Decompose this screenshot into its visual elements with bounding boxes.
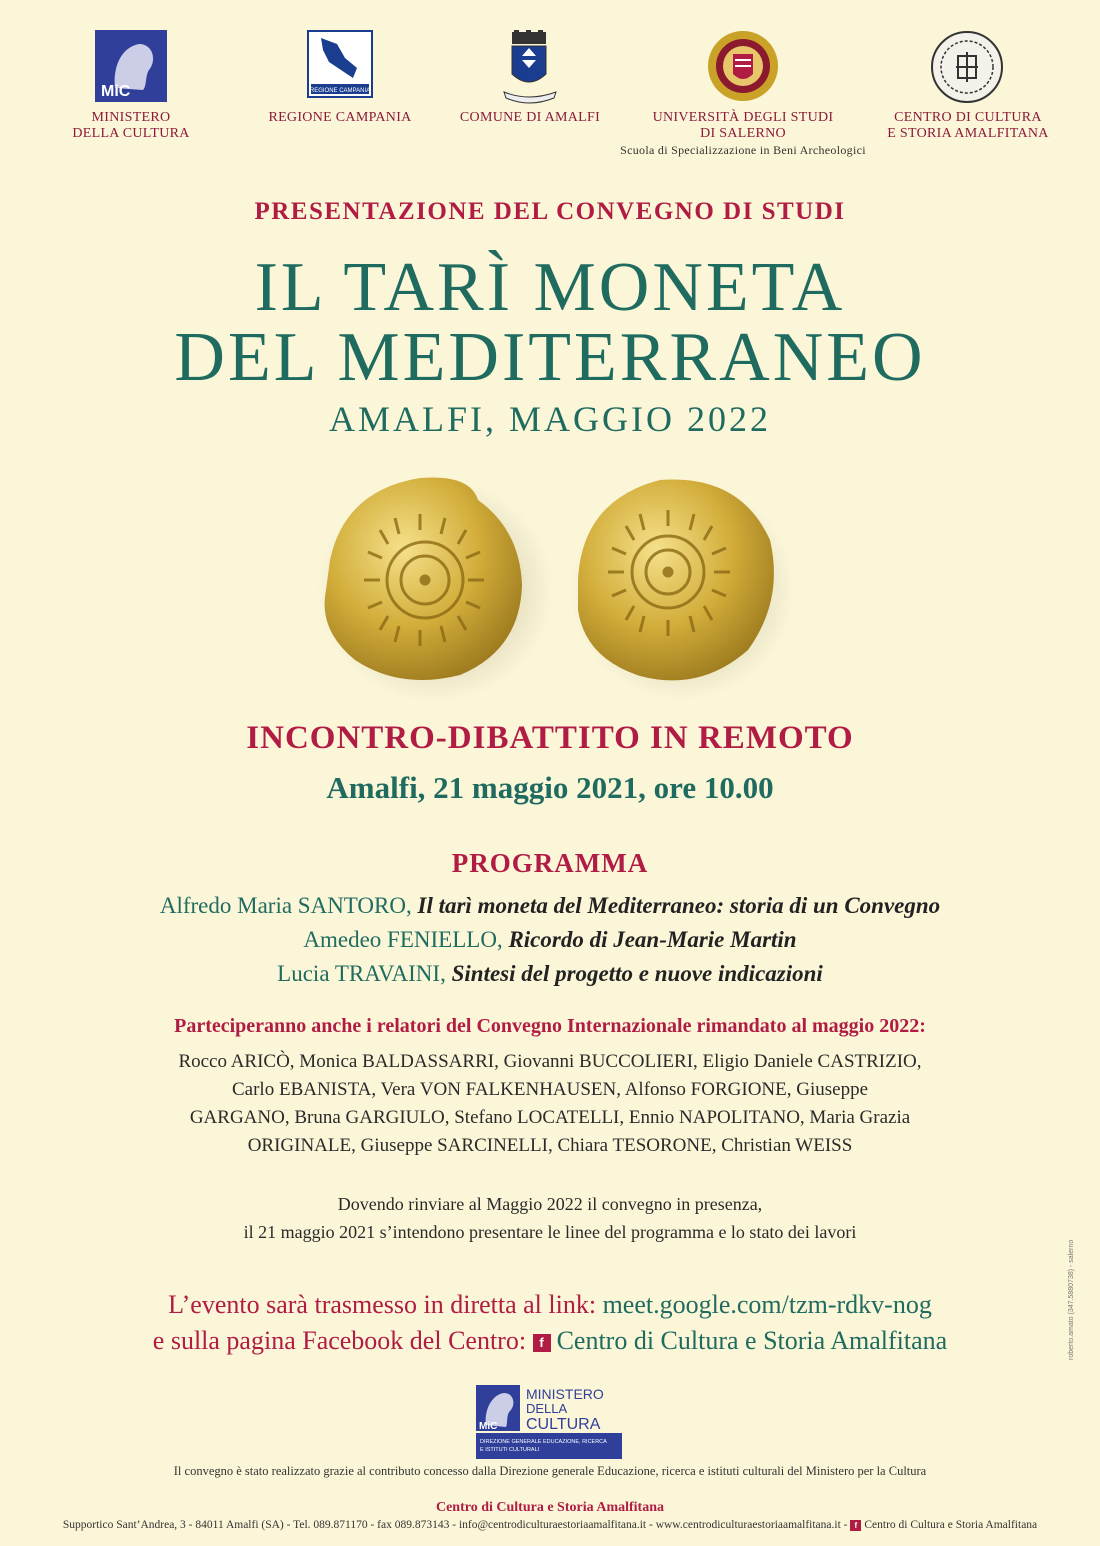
centro-caption: CENTRO DI CULTURA E STORIA AMALFITANA [887, 110, 1049, 141]
participants-line: GARGANO, Bruna GARGIULO, Stefano LOCATELLI, Ennio NAPOLITANO, Maria Grazia [189, 1107, 911, 1128]
talk-title: Il tarì moneta del Mediterraneo: storia di un Convegno [417, 893, 941, 918]
talk-title: Sintesi del progetto e nuove indicazioni [451, 961, 823, 986]
mic-footer-logo [476, 1385, 622, 1459]
comune-caption: COMUNE DI AMALFI [459, 110, 601, 125]
svg-text:DIREZIONE GENERALE EDUCAZIONE,: DIREZIONE GENERALE EDUCAZIONE, RICERCA [480, 1439, 607, 1445]
footer-address: Supportico Sant’Andrea, 3 - 84011 Amalfi (SA) - Tel. 089.871170 - fax 089.873143 - info@centrodiculturaestoriaamalfitana.it - www.centrodiculturaestoriaamalfitana.it - f Centro di Cultura e Storia Amalfitana [62, 1519, 1038, 1531]
participants-line: Carlo EBANISTA, Vera VON FALKENHAUSEN, Alfonso FORGIONE, Giuseppe [232, 1079, 868, 1100]
participants-heading: Parteciperanno anche i relatori del Convegno Internazionale rimandato al maggio 2022: [174, 1015, 926, 1037]
svg-text:REGIONE CAMPANIA: REGIONE CAMPANIA [309, 88, 371, 94]
kicker: PRESENTAZIONE DEL CONVEGNO DI STUDI [254, 198, 846, 225]
participants-line: ORIGINALE, Giuseppe SARCINELLI, Chiara TESORONE, Christian WEISS [247, 1135, 853, 1156]
universita-caption: UNIVERSITÀ DEGLI STUDI DI SALERNO Scuola di Specializzazione in Beni Archeologici [620, 110, 866, 157]
svg-text:MiC: MiC [101, 83, 131, 100]
svg-text:E ISTITUTI CULTURALI: E ISTITUTI CULTURALI [480, 1447, 540, 1453]
talk-title: Ricordo di Jean-Marie Martin [508, 927, 797, 952]
svg-text:MINISTERO: MINISTERO [526, 1386, 604, 1402]
regione-caption: REGIONE CAMPANIA [268, 110, 412, 125]
page-title-line2: DEL MEDITERRANEO [174, 319, 926, 396]
meet-link[interactable]: meet.google.com/tzm-rdkv-nog [602, 1290, 932, 1319]
ministero-caption: MINISTERO DELLA CULTURA [72, 110, 190, 141]
speaker-name: Amedeo FENIELLO, [303, 927, 503, 952]
svg-text:DELLA: DELLA [526, 1401, 568, 1416]
ministero-logo [95, 30, 167, 102]
centro-logo [928, 30, 1006, 104]
participants-list [105, 1048, 995, 1160]
regione-logo [307, 30, 373, 98]
speaker-name: Lucia TRAVAINI, [277, 961, 446, 986]
facebook-icon: f [850, 1520, 861, 1531]
universita-logo [707, 30, 779, 102]
svg-text:MiC: MiC [479, 1421, 498, 1432]
programme-item [0, 961, 1100, 987]
facebook-line: e sulla pagina Facebook del Centro: f Centro di Cultura e Storia Amalfitana [152, 1326, 948, 1355]
footer-org-name: Centro di Cultura e Storia Amalfitana [435, 1500, 664, 1515]
facebook-link[interactable]: Centro di Cultura e Storia Amalfitana [556, 1326, 948, 1355]
coin-right [578, 480, 774, 681]
participants-line: Rocco ARICÒ, Monica BALDASSARRI, Giovanni BUCCOLIERI, Eligio Daniele CASTRIZIO, [178, 1051, 922, 1072]
funding-credit: Il convegno è stato realizzato grazie al contributo concesso dalla Direzione generale Educazione, ricerca e istituti culturali del Ministero per la Cultura [173, 1464, 927, 1478]
stream-line: L’evento sarà trasmesso in diretta al link: meet.google.com/tzm-rdkv-nog [168, 1290, 932, 1319]
svg-text:CULTURA: CULTURA [526, 1416, 601, 1433]
designer-credit: roberto.amato (347.5880738) - salerno [1068, 1239, 1075, 1360]
postponement-note: Dovendo rinviare al Maggio 2022 il convegno in presenza, il 21 maggio 2021 s’intendono presentare le linee del programma e lo stato dei lavori [243, 1194, 857, 1242]
facebook-icon: f [533, 1334, 551, 1352]
event-date: Amalfi, 21 maggio 2021, ore 10.00 [326, 770, 774, 805]
programme-heading: PROGRAMMA [451, 848, 649, 878]
footer-facebook-link[interactable]: Centro di Cultura e Storia Amalfitana [864, 1519, 1038, 1531]
subtitle: AMALFI, MAGGIO 2022 [329, 399, 771, 439]
programme-item [0, 893, 1100, 919]
speaker-name: Alfredo Maria SANTORO, [159, 893, 412, 918]
page-title-line1: IL TARÌ MONETA [254, 249, 846, 326]
comune-logo [500, 30, 560, 106]
coin-images [0, 470, 1100, 700]
programme-item [0, 927, 1100, 953]
event-heading: INCONTRO-DIBATTITO IN REMOTO [246, 720, 854, 756]
